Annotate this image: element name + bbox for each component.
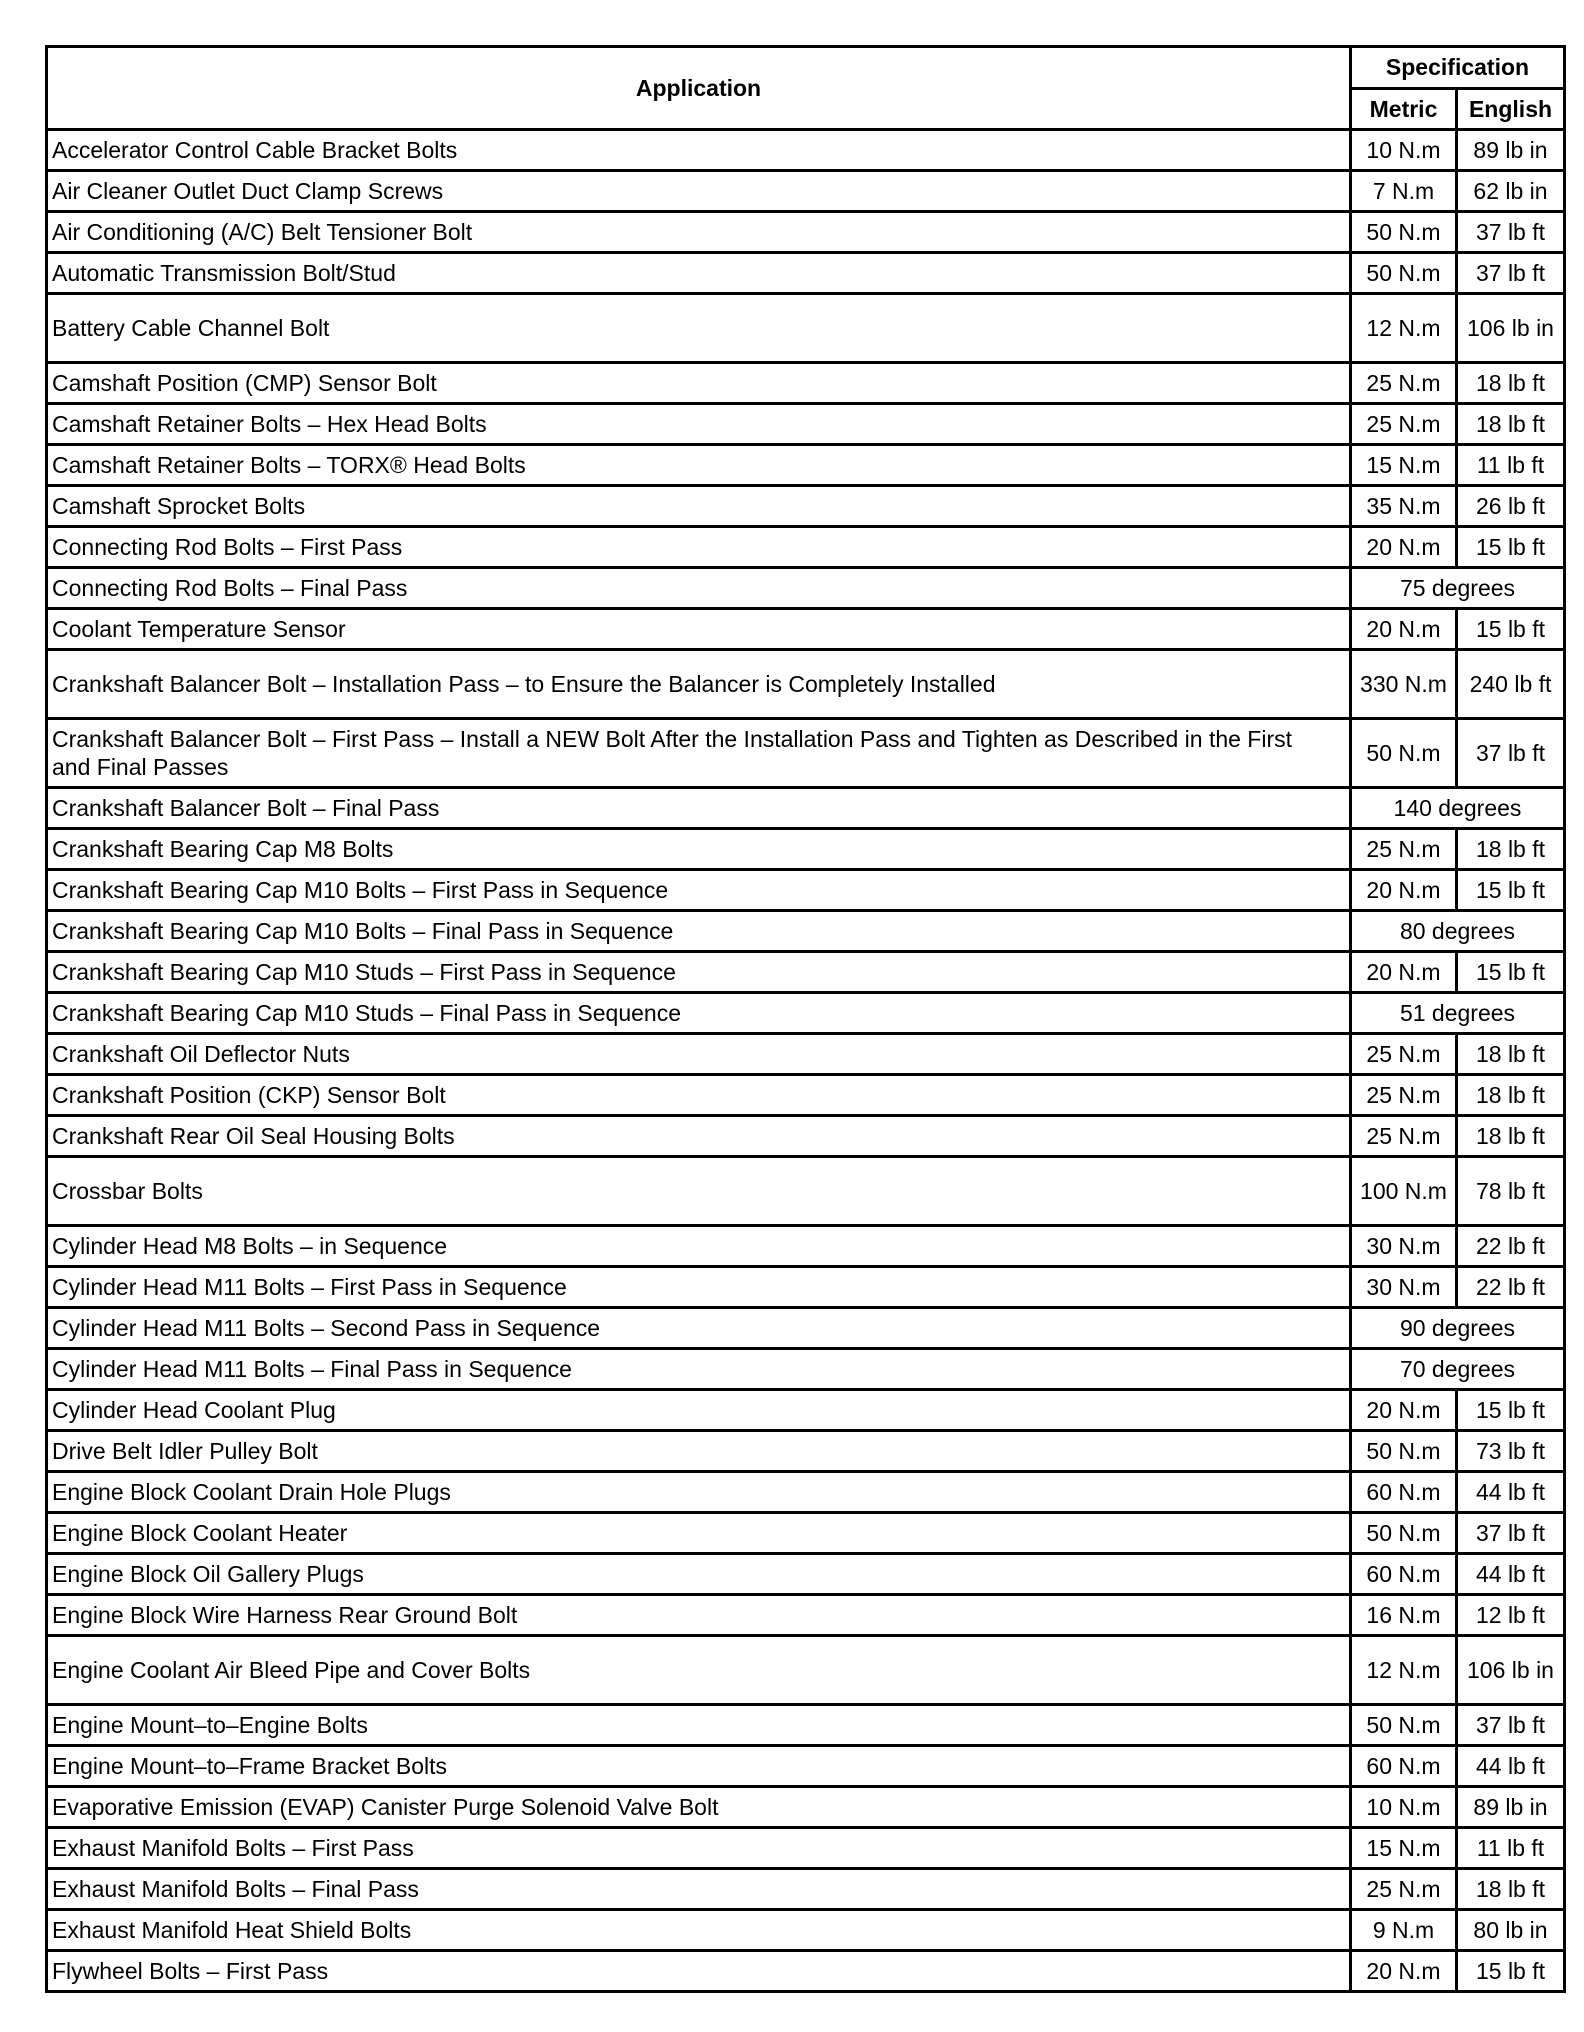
english-cell: 89 lb in xyxy=(1457,1787,1565,1828)
english-cell: 18 lb ft xyxy=(1457,1034,1565,1075)
metric-cell: 20 N.m xyxy=(1351,870,1457,911)
metric-cell: 60 N.m xyxy=(1351,1472,1457,1513)
english-cell: 240 lb ft xyxy=(1457,650,1565,719)
application-cell: Crankshaft Balancer Bolt – Installation Pass – to Ensure the Balancer is Completely Installed xyxy=(47,650,1351,719)
table-row xyxy=(47,1390,1565,1431)
application-cell: Crankshaft Oil Deflector Nuts xyxy=(47,1034,1351,1075)
english-cell: 22 lb ft xyxy=(1457,1267,1565,1308)
table-row xyxy=(47,1595,1565,1636)
english-cell: 106 lb in xyxy=(1457,294,1565,363)
metric-cell: 35 N.m xyxy=(1351,486,1457,527)
metric-cell: 25 N.m xyxy=(1351,829,1457,870)
english-cell: 18 lb ft xyxy=(1457,829,1565,870)
application-cell: Engine Block Oil Gallery Plugs xyxy=(47,1554,1351,1595)
table-row xyxy=(47,1157,1565,1226)
metric-cell: 60 N.m xyxy=(1351,1554,1457,1595)
english-cell: 18 lb ft xyxy=(1457,1869,1565,1910)
application-cell: Connecting Rod Bolts – Final Pass xyxy=(47,568,1351,609)
specification-header: Specification xyxy=(1351,47,1565,89)
table-row xyxy=(47,1513,1565,1554)
application-cell: Camshaft Position (CMP) Sensor Bolt xyxy=(47,363,1351,404)
metric-cell: 15 N.m xyxy=(1351,1828,1457,1869)
angle-spec-cell: 51 degrees xyxy=(1351,993,1565,1034)
table-row xyxy=(47,829,1565,870)
metric-cell: 50 N.m xyxy=(1351,1705,1457,1746)
table-row xyxy=(47,130,1565,171)
table-header xyxy=(47,47,1565,130)
metric-cell: 50 N.m xyxy=(1351,212,1457,253)
application-cell: Crossbar Bolts xyxy=(47,1157,1351,1226)
english-cell: 89 lb in xyxy=(1457,130,1565,171)
table-row xyxy=(47,253,1565,294)
table-row xyxy=(47,1910,1565,1951)
metric-cell: 10 N.m xyxy=(1351,130,1457,171)
table-row xyxy=(47,486,1565,527)
english-cell: 37 lb ft xyxy=(1457,1705,1565,1746)
metric-cell: 330 N.m xyxy=(1351,650,1457,719)
table-row xyxy=(47,609,1565,650)
application-cell: Camshaft Sprocket Bolts xyxy=(47,486,1351,527)
english-cell: 37 lb ft xyxy=(1457,1513,1565,1554)
torque-spec-table xyxy=(45,45,1566,1993)
english-cell: 15 lb ft xyxy=(1457,1390,1565,1431)
english-cell: 80 lb in xyxy=(1457,1910,1565,1951)
english-cell: 15 lb ft xyxy=(1457,527,1565,568)
english-cell: 12 lb ft xyxy=(1457,1595,1565,1636)
table-body xyxy=(47,130,1565,1992)
table-row xyxy=(47,952,1565,993)
application-cell: Crankshaft Bearing Cap M8 Bolts xyxy=(47,829,1351,870)
english-header: English xyxy=(1457,88,1565,130)
table-row xyxy=(47,1431,1565,1472)
table-row xyxy=(47,1349,1565,1390)
metric-cell: 10 N.m xyxy=(1351,1787,1457,1828)
application-cell: Cylinder Head M8 Bolts – in Sequence xyxy=(47,1226,1351,1267)
application-cell: Cylinder Head M11 Bolts – Final Pass in Sequence xyxy=(47,1349,1351,1390)
application-cell: Coolant Temperature Sensor xyxy=(47,609,1351,650)
table-row xyxy=(47,993,1565,1034)
english-cell: 37 lb ft xyxy=(1457,212,1565,253)
english-cell: 78 lb ft xyxy=(1457,1157,1565,1226)
application-cell: Camshaft Retainer Bolts – Hex Head Bolts xyxy=(47,404,1351,445)
angle-spec-cell: 80 degrees xyxy=(1351,911,1565,952)
metric-cell: 25 N.m xyxy=(1351,1869,1457,1910)
application-cell: Engine Mount–to–Frame Bracket Bolts xyxy=(47,1746,1351,1787)
english-cell: 18 lb ft xyxy=(1457,363,1565,404)
metric-cell: 7 N.m xyxy=(1351,171,1457,212)
metric-cell: 15 N.m xyxy=(1351,445,1457,486)
table-row xyxy=(47,1554,1565,1595)
english-cell: 11 lb ft xyxy=(1457,1828,1565,1869)
metric-cell: 60 N.m xyxy=(1351,1746,1457,1787)
english-cell: 15 lb ft xyxy=(1457,1951,1565,1992)
table-row xyxy=(47,171,1565,212)
table-row xyxy=(47,568,1565,609)
metric-cell: 25 N.m xyxy=(1351,363,1457,404)
metric-cell: 50 N.m xyxy=(1351,253,1457,294)
metric-cell: 9 N.m xyxy=(1351,1910,1457,1951)
application-cell: Battery Cable Channel Bolt xyxy=(47,294,1351,363)
english-cell: 44 lb ft xyxy=(1457,1746,1565,1787)
angle-spec-cell: 75 degrees xyxy=(1351,568,1565,609)
metric-cell: 12 N.m xyxy=(1351,294,1457,363)
metric-cell: 25 N.m xyxy=(1351,1116,1457,1157)
metric-cell: 20 N.m xyxy=(1351,527,1457,568)
english-cell: 18 lb ft xyxy=(1457,1116,1565,1157)
english-cell: 37 lb ft xyxy=(1457,253,1565,294)
table-row xyxy=(47,1472,1565,1513)
metric-cell: 50 N.m xyxy=(1351,1431,1457,1472)
table-row xyxy=(47,650,1565,719)
metric-cell: 30 N.m xyxy=(1351,1267,1457,1308)
metric-cell: 25 N.m xyxy=(1351,1075,1457,1116)
metric-cell: 20 N.m xyxy=(1351,1951,1457,1992)
metric-cell: 20 N.m xyxy=(1351,952,1457,993)
table-row xyxy=(47,1705,1565,1746)
metric-cell: 20 N.m xyxy=(1351,1390,1457,1431)
table-row xyxy=(47,1116,1565,1157)
english-cell: 18 lb ft xyxy=(1457,404,1565,445)
application-cell: Engine Block Coolant Heater xyxy=(47,1513,1351,1554)
table-row xyxy=(47,1746,1565,1787)
english-cell: 106 lb in xyxy=(1457,1636,1565,1705)
angle-spec-cell: 70 degrees xyxy=(1351,1349,1565,1390)
table-row xyxy=(47,870,1565,911)
english-cell: 22 lb ft xyxy=(1457,1226,1565,1267)
table-row xyxy=(47,1034,1565,1075)
application-cell: Crankshaft Rear Oil Seal Housing Bolts xyxy=(47,1116,1351,1157)
table-row xyxy=(47,1869,1565,1910)
table-row xyxy=(47,911,1565,952)
english-cell: 15 lb ft xyxy=(1457,952,1565,993)
table-row xyxy=(47,445,1565,486)
english-cell: 73 lb ft xyxy=(1457,1431,1565,1472)
application-cell: Camshaft Retainer Bolts – TORX® Head Bolts xyxy=(47,445,1351,486)
metric-cell: 30 N.m xyxy=(1351,1226,1457,1267)
english-cell: 44 lb ft xyxy=(1457,1554,1565,1595)
application-cell: Exhaust Manifold Bolts – First Pass xyxy=(47,1828,1351,1869)
application-cell: Crankshaft Balancer Bolt – First Pass – Install a NEW Bolt After the Installation Pass and Tighten as Described in the First and Final Passes xyxy=(47,719,1351,788)
table-row xyxy=(47,527,1565,568)
application-cell: Crankshaft Bearing Cap M10 Studs – Final Pass in Sequence xyxy=(47,993,1351,1034)
table-row xyxy=(47,1075,1565,1116)
application-cell: Crankshaft Bearing Cap M10 Bolts – First Pass in Sequence xyxy=(47,870,1351,911)
table-row xyxy=(47,363,1565,404)
table-row xyxy=(47,1828,1565,1869)
application-cell: Cylinder Head M11 Bolts – First Pass in Sequence xyxy=(47,1267,1351,1308)
application-cell: Air Cleaner Outlet Duct Clamp Screws xyxy=(47,171,1351,212)
english-cell: 15 lb ft xyxy=(1457,609,1565,650)
metric-cell: 25 N.m xyxy=(1351,404,1457,445)
english-cell: 11 lb ft xyxy=(1457,445,1565,486)
english-cell: 26 lb ft xyxy=(1457,486,1565,527)
table-row xyxy=(47,1226,1565,1267)
table-row xyxy=(47,1787,1565,1828)
application-cell: Exhaust Manifold Bolts – Final Pass xyxy=(47,1869,1351,1910)
table-row xyxy=(47,788,1565,829)
angle-spec-cell: 90 degrees xyxy=(1351,1308,1565,1349)
angle-spec-cell: 140 degrees xyxy=(1351,788,1565,829)
metric-cell: 100 N.m xyxy=(1351,1157,1457,1226)
metric-cell: 50 N.m xyxy=(1351,1513,1457,1554)
application-cell: Evaporative Emission (EVAP) Canister Purge Solenoid Valve Bolt xyxy=(47,1787,1351,1828)
application-cell: Crankshaft Position (CKP) Sensor Bolt xyxy=(47,1075,1351,1116)
application-cell: Engine Coolant Air Bleed Pipe and Cover Bolts xyxy=(47,1636,1351,1705)
application-cell: Engine Block Coolant Drain Hole Plugs xyxy=(47,1472,1351,1513)
application-cell: Engine Block Wire Harness Rear Ground Bolt xyxy=(47,1595,1351,1636)
metric-cell: 25 N.m xyxy=(1351,1034,1457,1075)
table-row xyxy=(47,1308,1565,1349)
application-cell: Cylinder Head M11 Bolts – Second Pass in Sequence xyxy=(47,1308,1351,1349)
application-header: Application xyxy=(47,47,1351,130)
english-cell: 62 lb in xyxy=(1457,171,1565,212)
table-row xyxy=(47,719,1565,788)
english-cell: 18 lb ft xyxy=(1457,1075,1565,1116)
application-cell: Automatic Transmission Bolt/Stud xyxy=(47,253,1351,294)
application-cell: Cylinder Head Coolant Plug xyxy=(47,1390,1351,1431)
application-cell: Engine Mount–to–Engine Bolts xyxy=(47,1705,1351,1746)
application-cell: Crankshaft Balancer Bolt – Final Pass xyxy=(47,788,1351,829)
table-row xyxy=(47,294,1565,363)
application-cell: Drive Belt Idler Pulley Bolt xyxy=(47,1431,1351,1472)
metric-cell: 20 N.m xyxy=(1351,609,1457,650)
metric-cell: 12 N.m xyxy=(1351,1636,1457,1705)
english-cell: 15 lb ft xyxy=(1457,870,1565,911)
table-row xyxy=(47,1267,1565,1308)
table-row xyxy=(47,404,1565,445)
english-cell: 44 lb ft xyxy=(1457,1472,1565,1513)
application-cell: Air Conditioning (A/C) Belt Tensioner Bolt xyxy=(47,212,1351,253)
application-cell: Accelerator Control Cable Bracket Bolts xyxy=(47,130,1351,171)
application-cell: Crankshaft Bearing Cap M10 Studs – First Pass in Sequence xyxy=(47,952,1351,993)
table-row xyxy=(47,212,1565,253)
application-cell: Crankshaft Bearing Cap M10 Bolts – Final Pass in Sequence xyxy=(47,911,1351,952)
metric-cell: 16 N.m xyxy=(1351,1595,1457,1636)
table-row xyxy=(47,1951,1565,1992)
application-cell: Connecting Rod Bolts – First Pass xyxy=(47,527,1351,568)
metric-cell: 50 N.m xyxy=(1351,719,1457,788)
application-cell: Flywheel Bolts – First Pass xyxy=(47,1951,1351,1992)
metric-header: Metric xyxy=(1351,88,1457,130)
table-row xyxy=(47,1636,1565,1705)
english-cell: 37 lb ft xyxy=(1457,719,1565,788)
application-cell: Exhaust Manifold Heat Shield Bolts xyxy=(47,1910,1351,1951)
